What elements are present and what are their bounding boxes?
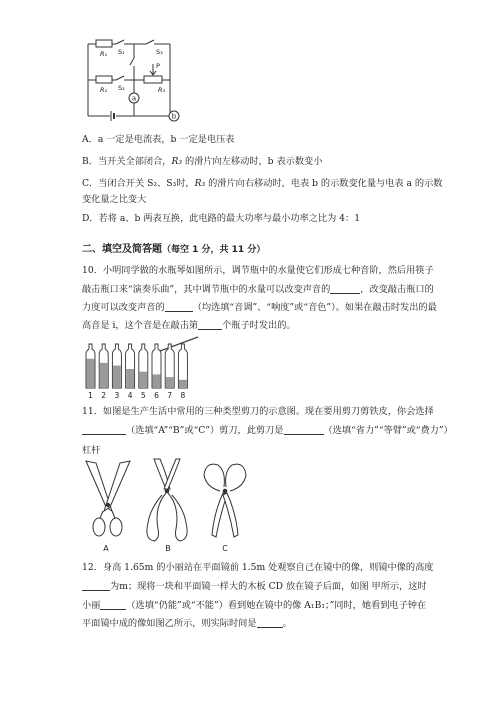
q9-option-c-line2: 变化量之比变大 — [82, 194, 147, 205]
rheostat-r3 — [144, 76, 162, 83]
section-title: 二、填空及简答题 — [82, 244, 162, 255]
scissors-figure — [84, 457, 264, 553]
q10-blank-3[interactable] — [198, 319, 222, 330]
circuit-diagram — [82, 36, 192, 126]
q11-blank-1[interactable] — [82, 424, 126, 435]
bottle-water — [100, 363, 108, 388]
q12-line4 — [82, 617, 292, 630]
bottle-number: 8 — [180, 391, 186, 400]
q11-line1: 11．如图是生产生活中常用的三种类型剪刀的示意图。现在要用剪刀剪铁皮，你会选择 — [82, 406, 434, 417]
q12-line4-b: 。 — [282, 618, 292, 629]
bottle-number: 7 — [167, 391, 173, 400]
bottle-5 — [139, 344, 148, 400]
q12-line2-a: 为 — [110, 581, 120, 592]
q12-line3 — [82, 599, 426, 612]
bottle-number: 4 — [127, 391, 133, 400]
switch-s3 — [130, 58, 136, 66]
scissors-c-icon — [204, 464, 246, 537]
bottle-1 — [86, 344, 95, 400]
bottle-water — [166, 377, 174, 388]
q10-line4 — [82, 319, 296, 332]
q9-option-b-post: 的滑片向左移动时，b 表示数变小 — [182, 156, 323, 167]
scissors-label-c: C — [222, 544, 228, 553]
bottle-6 — [152, 344, 161, 400]
bottle-number: 1 — [88, 391, 93, 400]
bottle-water — [126, 369, 134, 388]
label-r2: R₂ — [100, 86, 108, 94]
q11-line2 — [82, 424, 453, 437]
bottle-water — [139, 372, 147, 388]
q10-line2-b: ，改变敲击瓶口的 — [360, 284, 434, 295]
q10-line3-a: 力度可以改变声音的 — [82, 302, 165, 313]
bottle-number: 3 — [114, 391, 120, 400]
q12-blank-2[interactable] — [100, 599, 126, 610]
bottle-number: 5 — [140, 391, 146, 400]
scissors-label-b: B — [165, 544, 171, 553]
q10-line2 — [82, 283, 434, 296]
bottle-number: 2 — [101, 391, 107, 400]
bottle-8 — [178, 344, 187, 400]
label-s3: S₃ — [156, 48, 163, 56]
q10-blank-2[interactable] — [165, 301, 193, 312]
section-note: （每空 1 分，共 11 分） — [162, 245, 266, 255]
q12-line1: 12．身高 1.65m 的小丽站在平面镜前 1.5m 处观察自己在镜中的像，则镜中像的高度 — [82, 562, 434, 573]
switch-s2 — [116, 76, 124, 82]
q10-line3 — [82, 301, 437, 314]
q9-option-b-r: R₃ — [171, 156, 183, 167]
resistor-r2 — [96, 76, 112, 83]
scissors-label-a: A — [103, 544, 109, 553]
q9-option-b — [82, 155, 322, 168]
label-s1: S₁ — [118, 48, 125, 56]
q12-blank-1[interactable] — [82, 580, 110, 591]
q12-blank-3[interactable] — [257, 617, 283, 628]
label-s2: S₂ — [118, 84, 125, 92]
q9-option-c-pre: C．当闭合开关 S₂、S₃时， — [82, 178, 195, 189]
q10-line1: 10．小明同学做的水瓶琴如图所示，调节瓶中的水量使它们形成七种音阶，然后用筷子 — [82, 265, 434, 276]
bottle-2 — [99, 344, 108, 400]
battery — [110, 111, 116, 121]
q11-line2-b: （选填“A”“B”或“C”）剪刀，此剪刀是 — [126, 425, 284, 436]
q9-option-c — [82, 177, 442, 190]
bottle-number: 6 — [154, 391, 159, 400]
bottle-water — [153, 374, 161, 388]
bottles-figure — [82, 336, 200, 400]
bottle-water — [113, 366, 121, 388]
q10-line3-b: （均选填“音调”、“响度”或“音色”）。如果在敲击时发出的最 — [192, 302, 437, 313]
q11-line3: 杠杆 — [82, 445, 101, 456]
q9-option-a: A．a 一定是电流表，b 一定是电压表 — [82, 134, 235, 145]
scissors-b-icon — [147, 459, 187, 541]
bottle-4 — [126, 344, 135, 400]
q10-line4-b: 个瓶子时发出的。 — [222, 320, 296, 331]
bottle-water — [179, 380, 187, 388]
switch-top-right — [146, 40, 154, 46]
bottle-water — [87, 359, 95, 388]
bottle-7 — [165, 344, 174, 400]
switch-s1 — [116, 40, 124, 46]
q12-line2-b: m；现将一块和平面镜一样大的木板 CD 放在镜子后面，如图 甲所示，这时 — [119, 581, 427, 592]
meter-b-label: b — [171, 112, 177, 121]
q12-line4-a: 平面镜中成的像如图乙所示，则实际时间是 — [82, 618, 257, 629]
q12-line3-a: 小丽 — [82, 600, 101, 611]
section-heading — [82, 237, 265, 256]
label-p: P — [156, 62, 160, 70]
resistor-r1 — [96, 40, 112, 47]
q10-blank-1[interactable] — [330, 283, 360, 294]
q9-option-c-r: R₃ — [194, 178, 206, 189]
scissors-a-icon — [86, 461, 130, 536]
q10-line2-a: 敲击瓶口来“演奏乐曲”，其中调节瓶中的水量可以改变声音的 — [82, 284, 331, 295]
meter-a-label: a — [131, 94, 137, 103]
q9-option-c-post: 的滑片向右移动时，电表 b 的示数变化量与电表 a 的示数 — [205, 178, 443, 189]
q9-option-b-pre: B．当开关全部闭合， — [82, 156, 172, 167]
label-r1: R₁ — [100, 50, 108, 58]
label-r3: R₃ — [158, 86, 166, 94]
q11-line2-c: （选填“省力”“等臂”或“费力”） — [323, 425, 453, 436]
q12-line2 — [82, 580, 427, 593]
q9-option-d: D．若将 a、b 两表互换，此电路的最大功率与最小功率之比为 4：1 — [82, 213, 361, 224]
bottle-3 — [112, 344, 121, 400]
q11-blank-2[interactable] — [284, 424, 324, 435]
q10-line4-a: 高音是 i，这个音是在敲击第 — [82, 320, 199, 331]
chopstick-icon — [160, 337, 198, 351]
q12-line3-b: （选填“仍能”或“不能”）看到她在镜中的像 A₁B₁；”同时，她看到电子钟在 — [126, 600, 427, 611]
